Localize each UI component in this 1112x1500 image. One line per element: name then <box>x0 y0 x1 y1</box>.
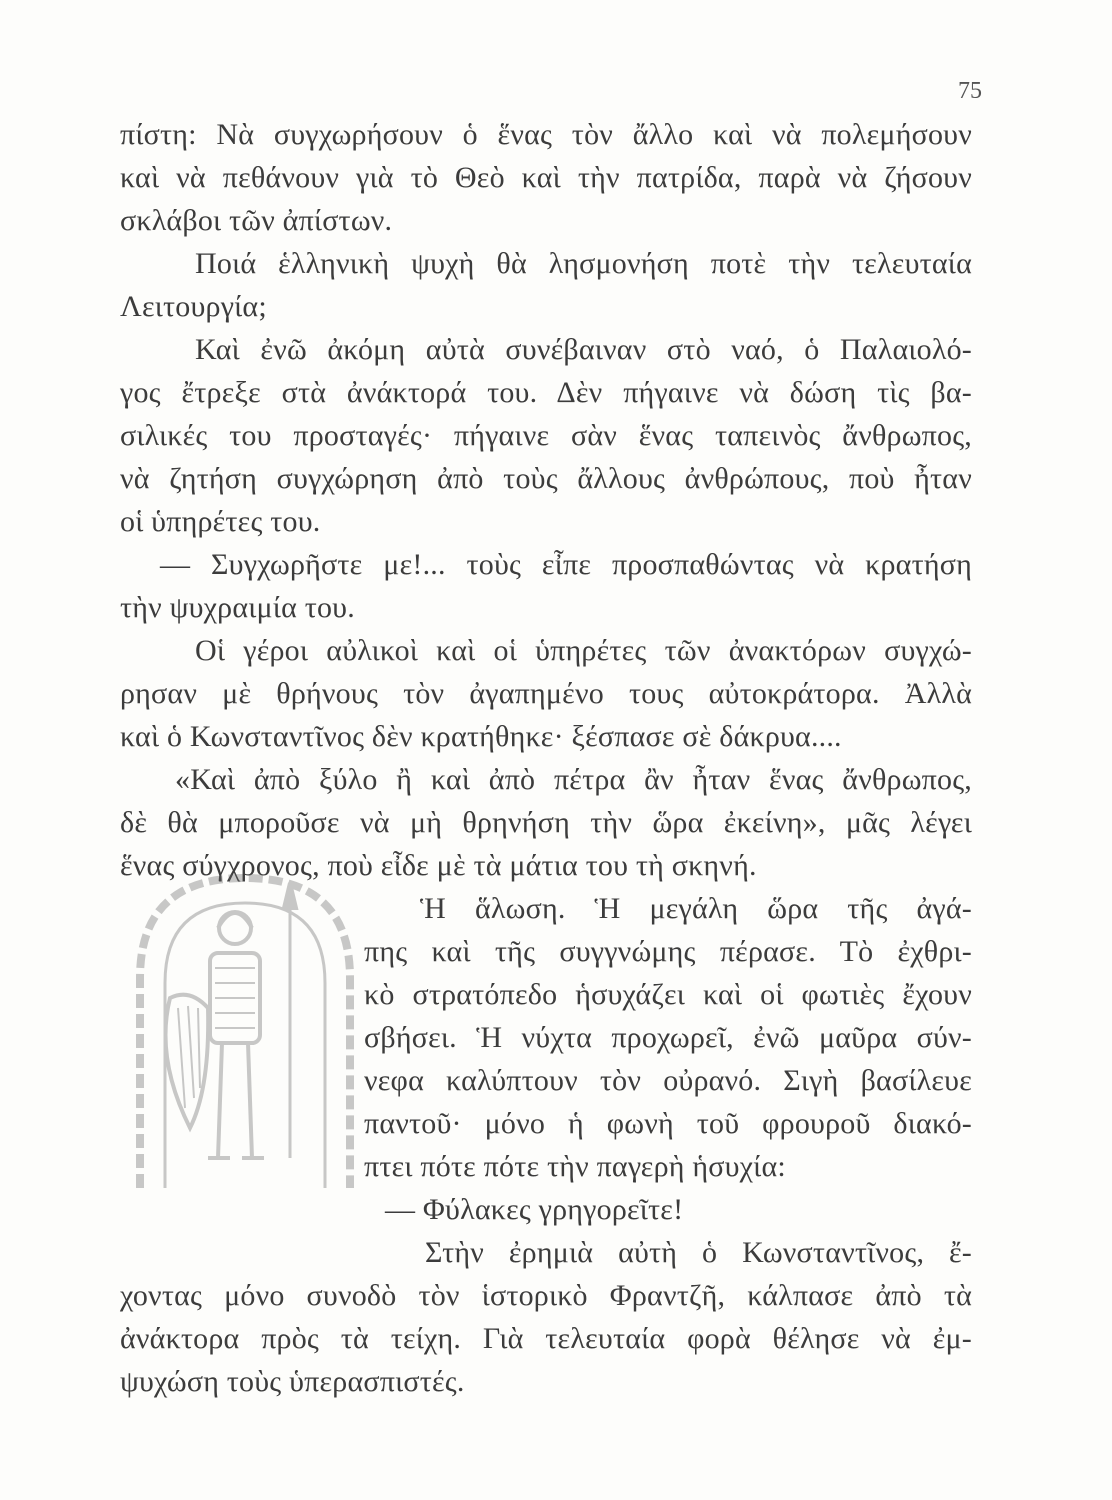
text-line: τὴν ψυχραιμία του. <box>120 591 355 624</box>
text-line: νὰ ζητήση συγχώρηση ἀπὸ τοὺς ἄλλους ἀνθρώπους, ποὺ ἦταν <box>120 462 972 495</box>
text-line: σιλικές του προσταγές· πήγαινε σὰν ἕνας ταπεινὸς ἄνθρωπος, <box>120 419 972 452</box>
text-line: Ποιά ἑλληνικὴ ψυχὴ θὰ λησμονήση ποτὲ τὴν τελευταία <box>195 247 972 280</box>
text-line: «Καὶ ἀπὸ ξύλο ἢ καὶ ἀπὸ πέτρα ἂν ἦταν ἕνας ἄνθρωπος, <box>175 763 972 796</box>
text-line: σκλάβοι τῶν ἀπίστων. <box>120 204 393 237</box>
text-line: ἀνάκτορα πρὸς τὰ τείχη. Γιὰ τελευταία φορὰ θέλησε νὰ ἐμ- <box>120 1322 972 1355</box>
text-line: πίστη: Νὰ συγχωρήσουν ὁ ἕνας τὸν ἄλλο καὶ νὰ πολεμήσουν <box>120 118 972 151</box>
text-line: Στὴν ἐρημιὰ αὐτὴ ὁ Κωνσταντῖνος, ἔ- <box>425 1236 972 1269</box>
knight-illustration <box>130 858 380 1198</box>
text-line: Ἡ ἅλωση. Ἡ μεγάλη ὥρα τῆς ἀγά- <box>420 892 972 925</box>
text-line: οἱ ὑπηρέτες του. <box>120 505 321 538</box>
text-line: σβήσει. Ἡ νύχτα προχωρεῖ, ἐνῶ μαῦρα σύν- <box>364 1021 972 1054</box>
text-line: παντοῦ· μόνο ἡ φωνὴ τοῦ φρουροῦ διακό- <box>364 1107 972 1140</box>
text-line: Καὶ ἐνῶ ἀκόμη αὐτὰ συνέβαιναν στὸ ναό, ὁ Παλαιολό- <box>195 333 972 366</box>
text-line: — Συγχωρῆστε με!... τοὺς εἶπε προσπαθώντας νὰ κρατήση <box>160 548 972 581</box>
text-line: πης καὶ τῆς συγγνώμης πέρασε. Τὸ ἐχθρι- <box>364 935 972 968</box>
text-line: καὶ νὰ πεθάνουν γιὰ τὸ Θεὸ καὶ τὴν πατρίδα, παρὰ νὰ ζήσουν <box>120 161 972 194</box>
text-line: χοντας μόνο συνοδὸ τὸν ἱστορικὸ Φραντζῆ, κάλπασε ἀπὸ τὰ <box>120 1279 972 1312</box>
text-line: ἕνας σύγχρονος, ποὺ εἶδε μὲ τὰ μάτια του τὴ σκηνή. <box>120 849 757 882</box>
text-line: καὶ ὁ Κωνσταντῖνος δὲν κρατήθηκε· ξέσπασε σὲ δάκρυα.... <box>120 720 842 753</box>
text-line: Οἱ γέροι αὐλικοὶ καὶ οἱ ὑπηρέτες τῶν ἀνακτόρων συγχώ- <box>195 634 972 667</box>
text-line: γος ἔτρεξε στὰ ἀνάκτορά του. Δὲν πήγαινε νὰ δώση τὶς βα- <box>120 376 972 409</box>
text-line: Λειτουργία; <box>120 290 267 323</box>
text-line: νεφα καλύπτουν τὸν οὐρανό. Σιγὴ βασίλευε <box>364 1064 972 1097</box>
text-line: κὸ στρατόπεδο ἡσυχάζει καὶ οἱ φωτιὲς ἔχουν <box>364 978 972 1011</box>
text-line: ψυχώση τοὺς ὑπερασπιστές. <box>120 1365 465 1398</box>
text-line: δὲ θὰ μποροῦσε νὰ μὴ θρηνήση τὴν ὥρα ἐκείνη», μᾶς λέγει <box>120 806 972 839</box>
text-line: — Φύλακες γρηγορεῖτε! <box>385 1193 684 1226</box>
text-line: ρησαν μὲ θρήνους τὸν ἀγαπημένο τους αὐτοκράτορα. Ἀλλὰ <box>120 677 972 710</box>
text-line: πτει πότε πότε τὴν παγερὴ ἡσυχία: <box>364 1150 786 1183</box>
page-number: 75 <box>958 78 982 104</box>
